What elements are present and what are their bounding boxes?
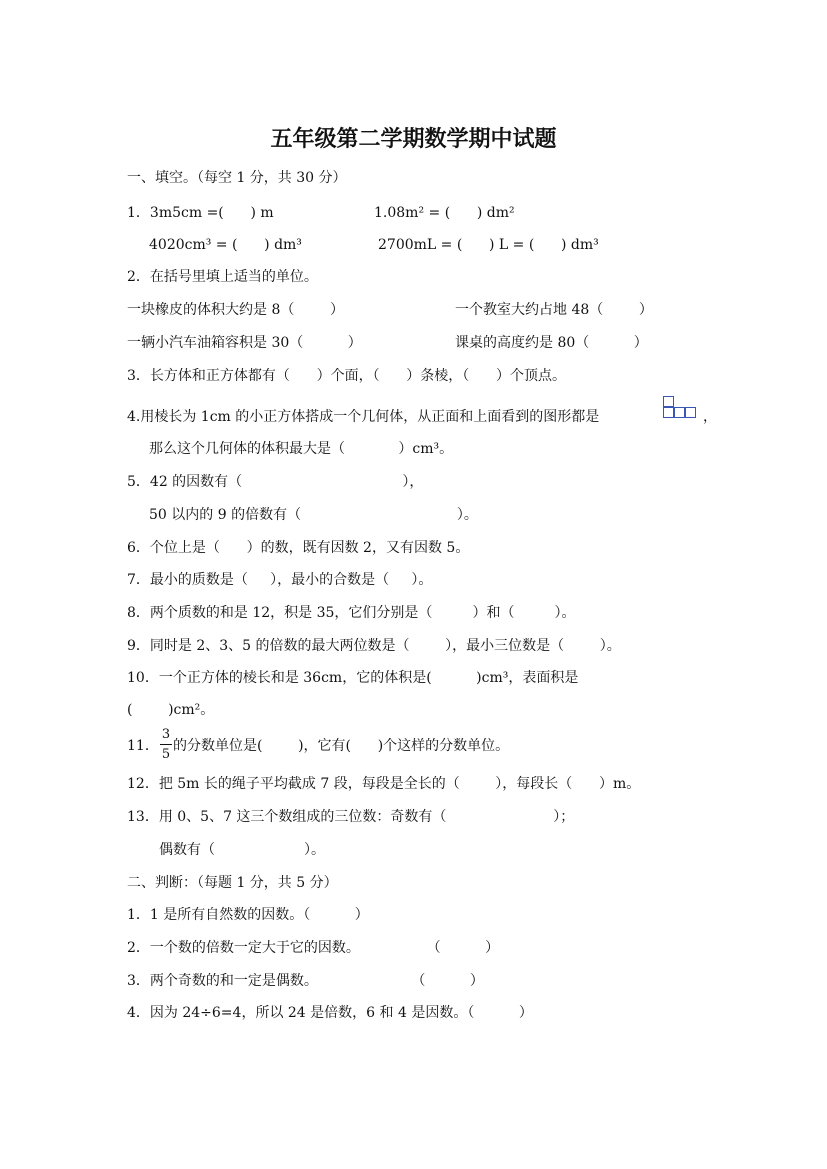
judge-item-3: 3．两个奇数的和一定是偶数。 （ ） <box>127 973 484 989</box>
q11-text: 的分数单位是( )，它有( )个这样的分数单位。 <box>173 738 510 754</box>
q11-denominator: 5 <box>161 747 171 762</box>
q10-part-a: 10．一个正方体的棱长和是 36cm，它的体积是( )cm³，表面积是 <box>127 670 579 686</box>
q5-part-b: 50 以内的 9 的倍数有（ ）。 <box>149 507 478 523</box>
q1-part-a: 1．3m5cm =( ) m <box>127 205 274 221</box>
q1-part-c: 4020cm³ = ( ) dm³ <box>149 237 302 253</box>
q13-part-b: 偶数有（ ）。 <box>159 842 326 858</box>
q2-part-a: 一块橡皮的体积大约是 8（ ） <box>127 302 344 318</box>
q4-part-b: 那么这个几何体的体积最大是（ ）cm³。 <box>149 441 454 457</box>
q12: 12．把 5m 长的绳子平均截成 7 段，每段是全长的（ ），每段长（ ）m。 <box>127 776 641 792</box>
q4-part-a: 4.用棱长为 1cm 的小正方体搭成一个几何体，从正面和上面看到的图形都是 <box>127 409 600 425</box>
q11-fraction-bar <box>160 744 172 745</box>
judge-item-2: 2．一个数的倍数一定大于它的因数。 （ ） <box>127 940 500 956</box>
q11-number: 11． <box>127 738 159 754</box>
section1-header: 一、填空。（每空 1 分，共 30 分） <box>127 170 347 186</box>
q10-part-b: ( )cm²。 <box>127 702 215 718</box>
cube-bottom-3 <box>685 407 696 418</box>
q2-part-b: 一个教室大约占地 48（ ） <box>455 302 653 318</box>
q11-numerator: 3 <box>161 727 171 742</box>
cube-figure <box>663 396 703 420</box>
cube-bottom-2 <box>674 407 685 418</box>
q2-part-c: 一辆小汽车油箱容积是 30（ ） <box>127 335 362 351</box>
cube-top <box>663 396 674 407</box>
q5-part-a: 5．42 的因数有（ ）， <box>127 474 424 490</box>
page-title: 五年级第二学期数学期中试题 <box>270 126 557 152</box>
section2-header: 二、判断：（每题 1 分，共 5 分） <box>127 875 338 891</box>
q3: 3．长方体和正方体都有（ ）个面，（ ）条棱，（ ）个顶点。 <box>127 368 567 384</box>
q4-comma: ， <box>703 409 717 425</box>
q7: 7．最小的质数是（ ），最小的合数是（ ）。 <box>127 572 433 588</box>
judge-item-4: 4．因为 24÷6=4，所以 24 是倍数，6 和 4 是因数。（ ） <box>127 1005 533 1021</box>
q1-part-b: 1.08m² = ( ) dm² <box>374 205 515 221</box>
q2-part-d: 课桌的高度约是 80（ ） <box>455 335 648 351</box>
q8: 8．两个质数的和是 12，积是 35，它们分别是（ ）和（ ）。 <box>127 605 576 621</box>
q1-part-d: 2700mL = ( ) L = ( ) dm³ <box>378 237 599 253</box>
q13-part-a: 13．用 0、5、7 这三个数组成的三位数：奇数有（ ）； <box>127 809 575 825</box>
cube-bottom-1 <box>663 407 674 418</box>
judge-item-1: 1．1 是所有自然数的因数。（ ） <box>127 907 369 923</box>
q6: 6．个位上是（ ）的数，既有因数 2，又有因数 5。 <box>127 540 470 556</box>
q9: 9．同时是 2、3、5 的倍数的最大两位数是（ ），最小三位数是（ ）。 <box>127 638 621 654</box>
q2-head: 2．在括号里填上适当的单位。 <box>127 269 318 285</box>
